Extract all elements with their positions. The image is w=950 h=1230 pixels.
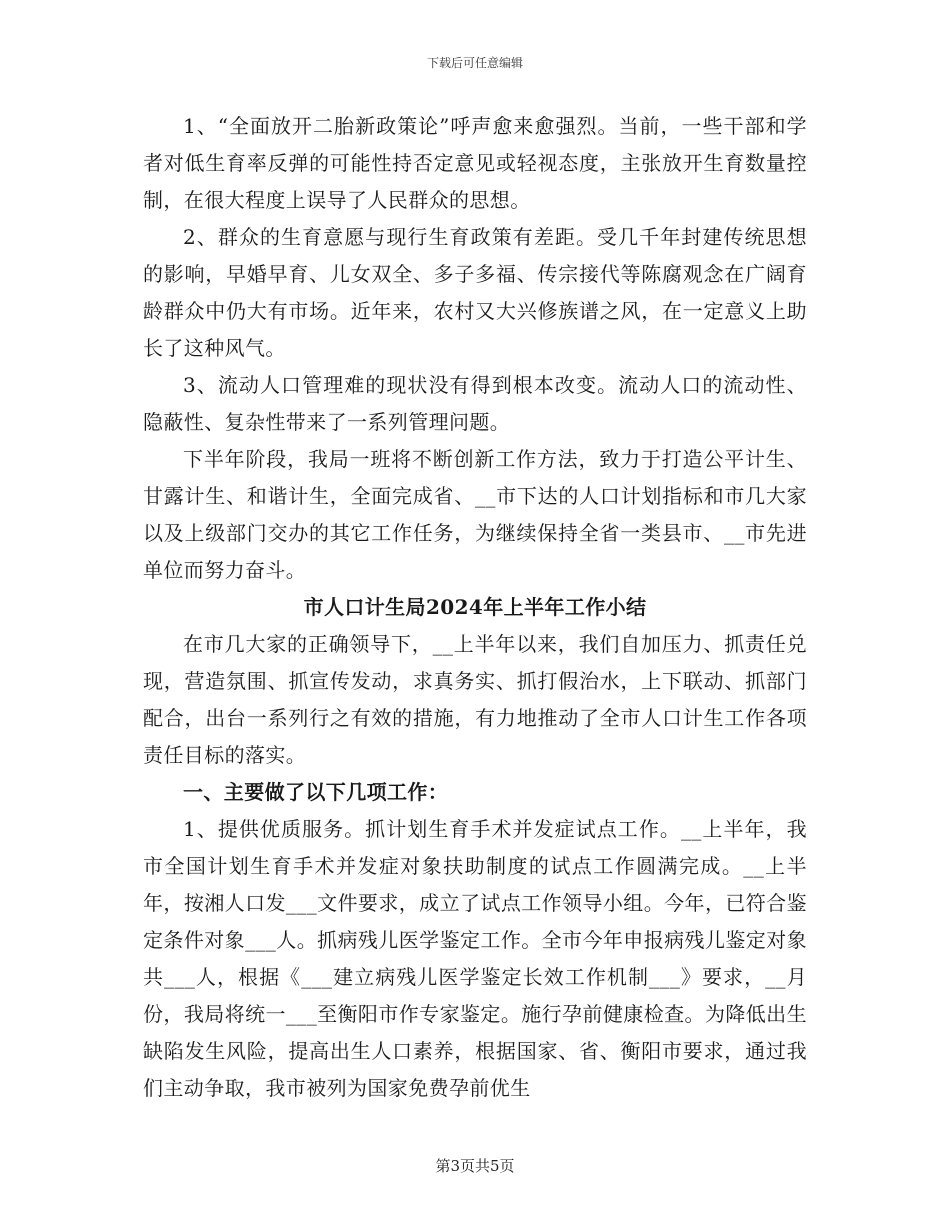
paragraph-4: 下半年阶段，我局一班将不断创新工作方法，致力于打造公平计生、甘露计生、和谐计生，全面完成省、__市下达的人口计划指标和市几大家以及上级部门交办的其它工作任务，为继续保持全省一类县市、__市先进单位而努力奋斗。 (143, 447, 807, 582)
paragraph-5: 在市几大家的正确领导下，__上半年以来，我们自加压力、抓责任兑现，营造氛围、抓宣传发动，求真务实、抓打假治水，上下联动、抓部门配合，出台一系列行之有效的措施，有力地推动了全市人口计生工作各项责任目标的落实。 (143, 632, 807, 767)
page-footer: 第3页共5页 (435, 1157, 515, 1175)
document-body (143, 108, 807, 1107)
paragraph-1: 1、“全面放开二胎新政策论”呼声愈来愈强烈。当前，一些干部和学者对低生育率反弹的可能性持否定意见或轻视态度，主张放开生育数量控制，在很大程度上误导了人民群众的思想。 (143, 114, 807, 212)
section-title: 市人口计生局2024年上半年工作小结 (303, 595, 647, 619)
section-heading: 一、主要做了以下几项工作： (183, 780, 449, 804)
paragraph-6: 1、提供优质服务。抓计划生育手术并发症试点工作。__上半年，我市全国计划生育手术并发症对象扶助制度的试点工作圆满完成。__上半年，按湘人口发___文件要求，成立了试点工作领导小组。今年，已符合鉴定条件对象___人。抓病残儿医学鉴定工作。全市今年申报病残儿鉴定对象共___人，根据《___建立病残儿医学鉴定长效工作机制___》要求，__月份，我局将统一___至衡阳市作专家鉴定。施行孕前健康检查。为降低出生缺陷发生风险，提高出生人口素养，根据国家、省、衡阳市要求，通过我们主动争取，我市被列为国家免费孕前优生 (143, 817, 807, 1100)
paragraph-2: 2、群众的生育意愿与现行生育政策有差距。受几千年封建传统思想的影响，早婚早育、儿女双全、多子多福、传宗接代等陈腐观念在广阔育龄群众中仍大有市场。近年来，农村又大兴修族谱之风，在一定意义上助长了这种风气。 (143, 225, 807, 360)
paragraph-3: 3、流动人口管理难的现状没有得到根本改变。流动人口的流动性、隐蔽性、复杂性带来了一系列管理问题。 (143, 373, 807, 434)
page-header: 下载后可任意编辑 (426, 56, 523, 70)
